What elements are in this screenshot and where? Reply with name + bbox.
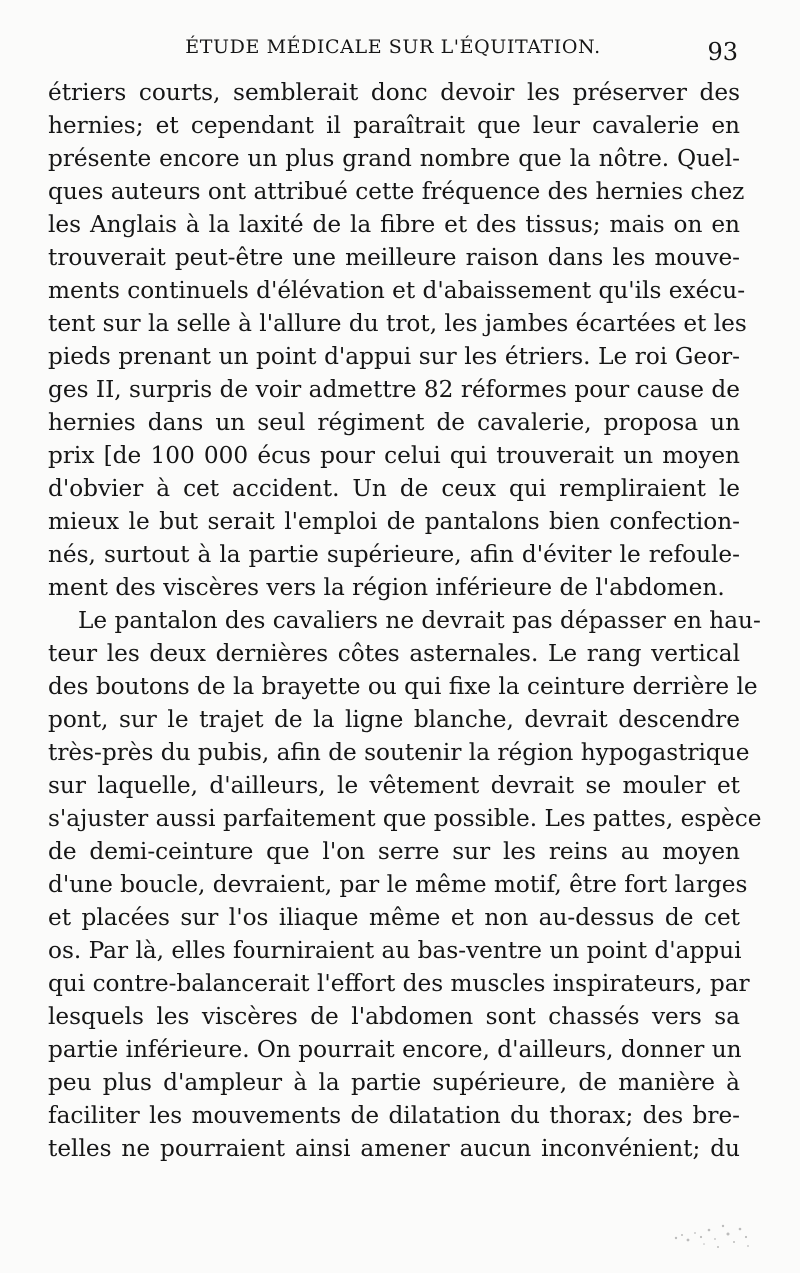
text-line: partie inférieure. On pourrait encore, d'ailleurs, donner un: [48, 1036, 742, 1063]
text-line: de demi-ceinture que l'on serre sur les reins au moyen: [48, 838, 740, 865]
text-line: d'obvier à cet accident. Un de ceux qui rempliraient le: [48, 475, 740, 502]
text-line: ment des viscères vers la région inférieure de l'abdomen.: [48, 574, 725, 601]
text-line: teur les deux dernières côtes asternales. Le rang vertical: [48, 640, 740, 667]
text-line: ques auteurs ont attribué cette fréquence des hernies chez: [48, 178, 745, 205]
page-number: 93: [707, 38, 738, 66]
text-line: Le pantalon des cavaliers ne devrait pas dépasser en hau-: [78, 607, 761, 634]
text-line: des boutons de la brayette ou qui fixe la ceinture derrière le: [48, 673, 758, 700]
text-line: hernies dans un seul régiment de cavalerie, proposa un: [48, 409, 740, 436]
body-text: [48, 76, 762, 1165]
text-line: d'une boucle, devraient, par le même motif, être fort larges: [48, 871, 748, 898]
text-line: os. Par là, elles fourniraient au bas-ventre un point d'appui: [48, 937, 742, 964]
text-line: pont, sur le trajet de la ligne blanche, devrait descendre: [48, 706, 740, 733]
text-line: telles ne pourraient ainsi amener aucun inconvénient; du: [48, 1135, 740, 1162]
running-head: [48, 36, 738, 66]
text-line: s'ajuster aussi parfaitement que possible. Les pattes, espèce: [48, 805, 762, 832]
text-line: prix [de 100 000 écus pour celui qui trouverait un moyen: [48, 442, 740, 469]
text-line: peu plus d'ampleur à la partie supérieure, de manière à: [48, 1069, 740, 1096]
text-line: tent sur la selle à l'allure du trot, les jambes écartées et les: [48, 310, 747, 337]
text-line: qui contre-balancerait l'effort des muscles inspirateurs, par: [48, 970, 750, 997]
text-line: présente encore un plus grand nombre que la nôtre. Quel-: [48, 145, 740, 172]
text-line: et placées sur l'os iliaque même et non au-dessus de cet: [48, 904, 740, 931]
ink-smudge: [668, 1218, 754, 1252]
text-line: les Anglais à la laxité de la fibre et des tissus; mais on en: [48, 211, 740, 238]
text-line: mieux le but serait l'emploi de pantalons bien confection-: [48, 508, 740, 535]
paragraph-1: [48, 76, 747, 604]
text-line: lesquels les viscères de l'abdomen sont chassés vers sa: [48, 1003, 740, 1030]
text-line: sur laquelle, d'ailleurs, le vêtement devrait se mouler et: [48, 772, 740, 799]
text-line: hernies; et cependant il paraîtrait que leur cavalerie en: [48, 112, 740, 139]
paragraph-2: [48, 604, 762, 1165]
running-title: ÉTUDE MÉDICALE SUR L'ÉQUITATION.: [185, 36, 601, 58]
text-line: nés, surtout à la partie supérieure, afin d'éviter le refoule-: [48, 541, 740, 568]
text-line: faciliter les mouvements de dilatation du thorax; des bre-: [48, 1102, 740, 1129]
text-line: trouverait peut-être une meilleure raison dans les mouve-: [48, 244, 740, 271]
text-line: pieds prenant un point d'appui sur les étriers. Le roi Geor-: [48, 343, 740, 370]
text-line: étriers courts, semblerait donc devoir les préserver des: [48, 79, 740, 106]
text-line: très-près du pubis, afin de soutenir la région hypogastrique: [48, 739, 750, 766]
text-line: ments continuels d'élévation et d'abaissement qu'ils exécu-: [48, 277, 746, 304]
text-line: ges II, surpris de voir admettre 82 réformes pour cause de: [48, 376, 740, 403]
